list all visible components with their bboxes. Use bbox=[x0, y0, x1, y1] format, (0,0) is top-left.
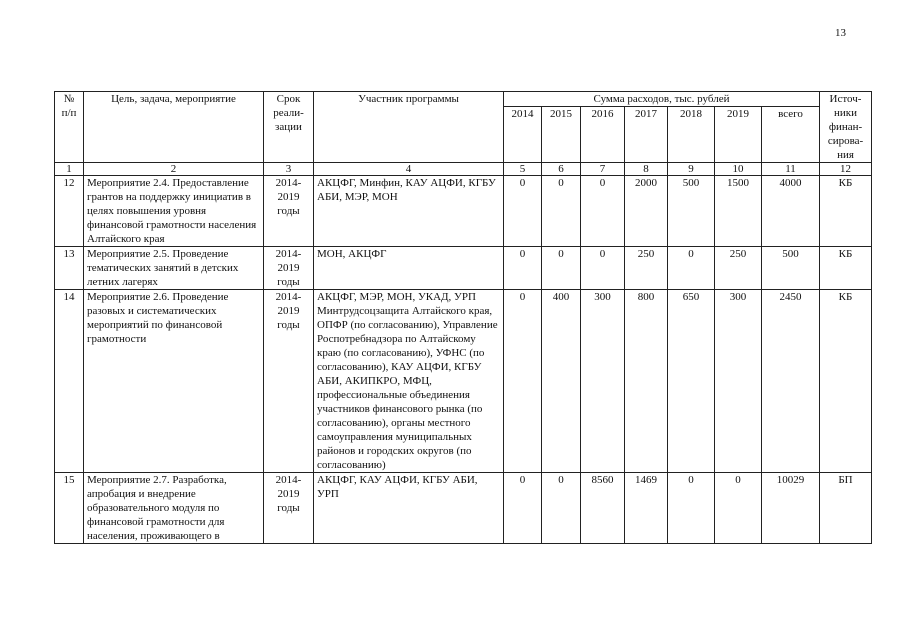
row-value: 0 bbox=[581, 247, 625, 290]
table-row bbox=[55, 247, 872, 290]
row-term: 2014-2019 годы bbox=[264, 473, 314, 544]
header-year: 2014 bbox=[504, 107, 542, 163]
row-goal: Мероприятие 2.7. Разработка, апробация и внедрение образовательного модуля по финансовой грамотности для населения, проживающего в bbox=[84, 473, 264, 544]
row-goal: Мероприятие 2.5. Проведение тематических занятий в детских летних лагерях bbox=[84, 247, 264, 290]
row-value: 0 bbox=[542, 473, 581, 544]
table-row bbox=[55, 176, 872, 247]
header-year: 2015 bbox=[542, 107, 581, 163]
row-value: 650 bbox=[668, 290, 715, 473]
row-participant: АКЦФГ, КАУ АЦФИ, КГБУ АБИ, УРП bbox=[314, 473, 504, 544]
row-term: 2014-2019 годы bbox=[264, 247, 314, 290]
header-year: 2018 bbox=[668, 107, 715, 163]
header-year: 2019 bbox=[715, 107, 762, 163]
row-num: 13 bbox=[55, 247, 84, 290]
row-value: 250 bbox=[625, 247, 668, 290]
column-number: 1 bbox=[55, 163, 84, 176]
row-num: 12 bbox=[55, 176, 84, 247]
row-value: 500 bbox=[668, 176, 715, 247]
row-value: 0 bbox=[504, 290, 542, 473]
row-source: КБ bbox=[820, 290, 872, 473]
row-goal: Мероприятие 2.4. Предоставление грантов на поддержку инициатив в целях повышения уровня финансовой грамотности населения Алтайского края bbox=[84, 176, 264, 247]
row-total: 500 bbox=[762, 247, 820, 290]
row-total: 2450 bbox=[762, 290, 820, 473]
row-value: 0 bbox=[581, 176, 625, 247]
row-total: 4000 bbox=[762, 176, 820, 247]
header-num: № п/п bbox=[55, 92, 84, 163]
header-term: Срок реали-зации bbox=[264, 92, 314, 163]
row-value: 0 bbox=[542, 247, 581, 290]
column-number: 3 bbox=[264, 163, 314, 176]
header-goal: Цель, задача, мероприятие bbox=[84, 92, 264, 163]
row-total: 10029 bbox=[762, 473, 820, 544]
row-value: 300 bbox=[715, 290, 762, 473]
row-goal: Мероприятие 2.6. Проведение разовых и систематических мероприятий по финансовой грамотности bbox=[84, 290, 264, 473]
row-value: 8560 bbox=[581, 473, 625, 544]
column-number: 5 bbox=[504, 163, 542, 176]
table-row bbox=[55, 290, 872, 473]
row-value: 0 bbox=[542, 176, 581, 247]
expenses-table bbox=[54, 91, 872, 544]
column-number: 6 bbox=[542, 163, 581, 176]
row-num: 14 bbox=[55, 290, 84, 473]
column-number: 8 bbox=[625, 163, 668, 176]
row-term: 2014-2019 годы bbox=[264, 290, 314, 473]
table-row bbox=[55, 473, 872, 544]
row-value: 1469 bbox=[625, 473, 668, 544]
row-value: 0 bbox=[715, 473, 762, 544]
header-year: 2016 bbox=[581, 107, 625, 163]
row-value: 0 bbox=[668, 247, 715, 290]
row-value: 0 bbox=[668, 473, 715, 544]
row-value: 250 bbox=[715, 247, 762, 290]
row-value: 0 bbox=[504, 247, 542, 290]
row-participant: МОН, АКЦФГ bbox=[314, 247, 504, 290]
row-value: 0 bbox=[504, 473, 542, 544]
header-participant: Участник программы bbox=[314, 92, 504, 163]
row-source: КБ bbox=[820, 176, 872, 247]
header-source: Источ-ники финан-сирова-ния bbox=[820, 92, 872, 163]
column-number: 11 bbox=[762, 163, 820, 176]
row-value: 400 bbox=[542, 290, 581, 473]
row-term: 2014-2019 годы bbox=[264, 176, 314, 247]
column-number: 10 bbox=[715, 163, 762, 176]
header-total: всего bbox=[762, 107, 820, 163]
header-sum: Сумма расходов, тыс. рублей bbox=[504, 92, 820, 107]
row-value: 0 bbox=[504, 176, 542, 247]
row-source: БП bbox=[820, 473, 872, 544]
row-participant: АКЦФГ, Минфин, КАУ АЦФИ, КГБУ АБИ, МЭР, МОН bbox=[314, 176, 504, 247]
row-num: 15 bbox=[55, 473, 84, 544]
column-number: 4 bbox=[314, 163, 504, 176]
page-number: 13 bbox=[835, 27, 846, 39]
row-value: 800 bbox=[625, 290, 668, 473]
row-value: 1500 bbox=[715, 176, 762, 247]
row-source: КБ bbox=[820, 247, 872, 290]
row-value: 300 bbox=[581, 290, 625, 473]
column-number: 2 bbox=[84, 163, 264, 176]
column-number: 12 bbox=[820, 163, 872, 176]
row-participant: АКЦФГ, МЭР, МОН, УКАД, УРП Минтрудсоцзащита Алтайского края, ОПФР (по согласованию), Управление Роспотребнадзора по Алтайскому краю (по согласованию), УФНС (по согласованию), КАУ АЦФИ, КГБУ АБИ, АКИПКРО, МФЦ, профессиональные объединения участников финансового рынка (по согласованию), органы местного самоуправления муниципальных районов и городских округов (по согласованию) bbox=[314, 290, 504, 473]
header-year: 2017 bbox=[625, 107, 668, 163]
row-value: 2000 bbox=[625, 176, 668, 247]
column-number: 9 bbox=[668, 163, 715, 176]
column-number: 7 bbox=[581, 163, 625, 176]
